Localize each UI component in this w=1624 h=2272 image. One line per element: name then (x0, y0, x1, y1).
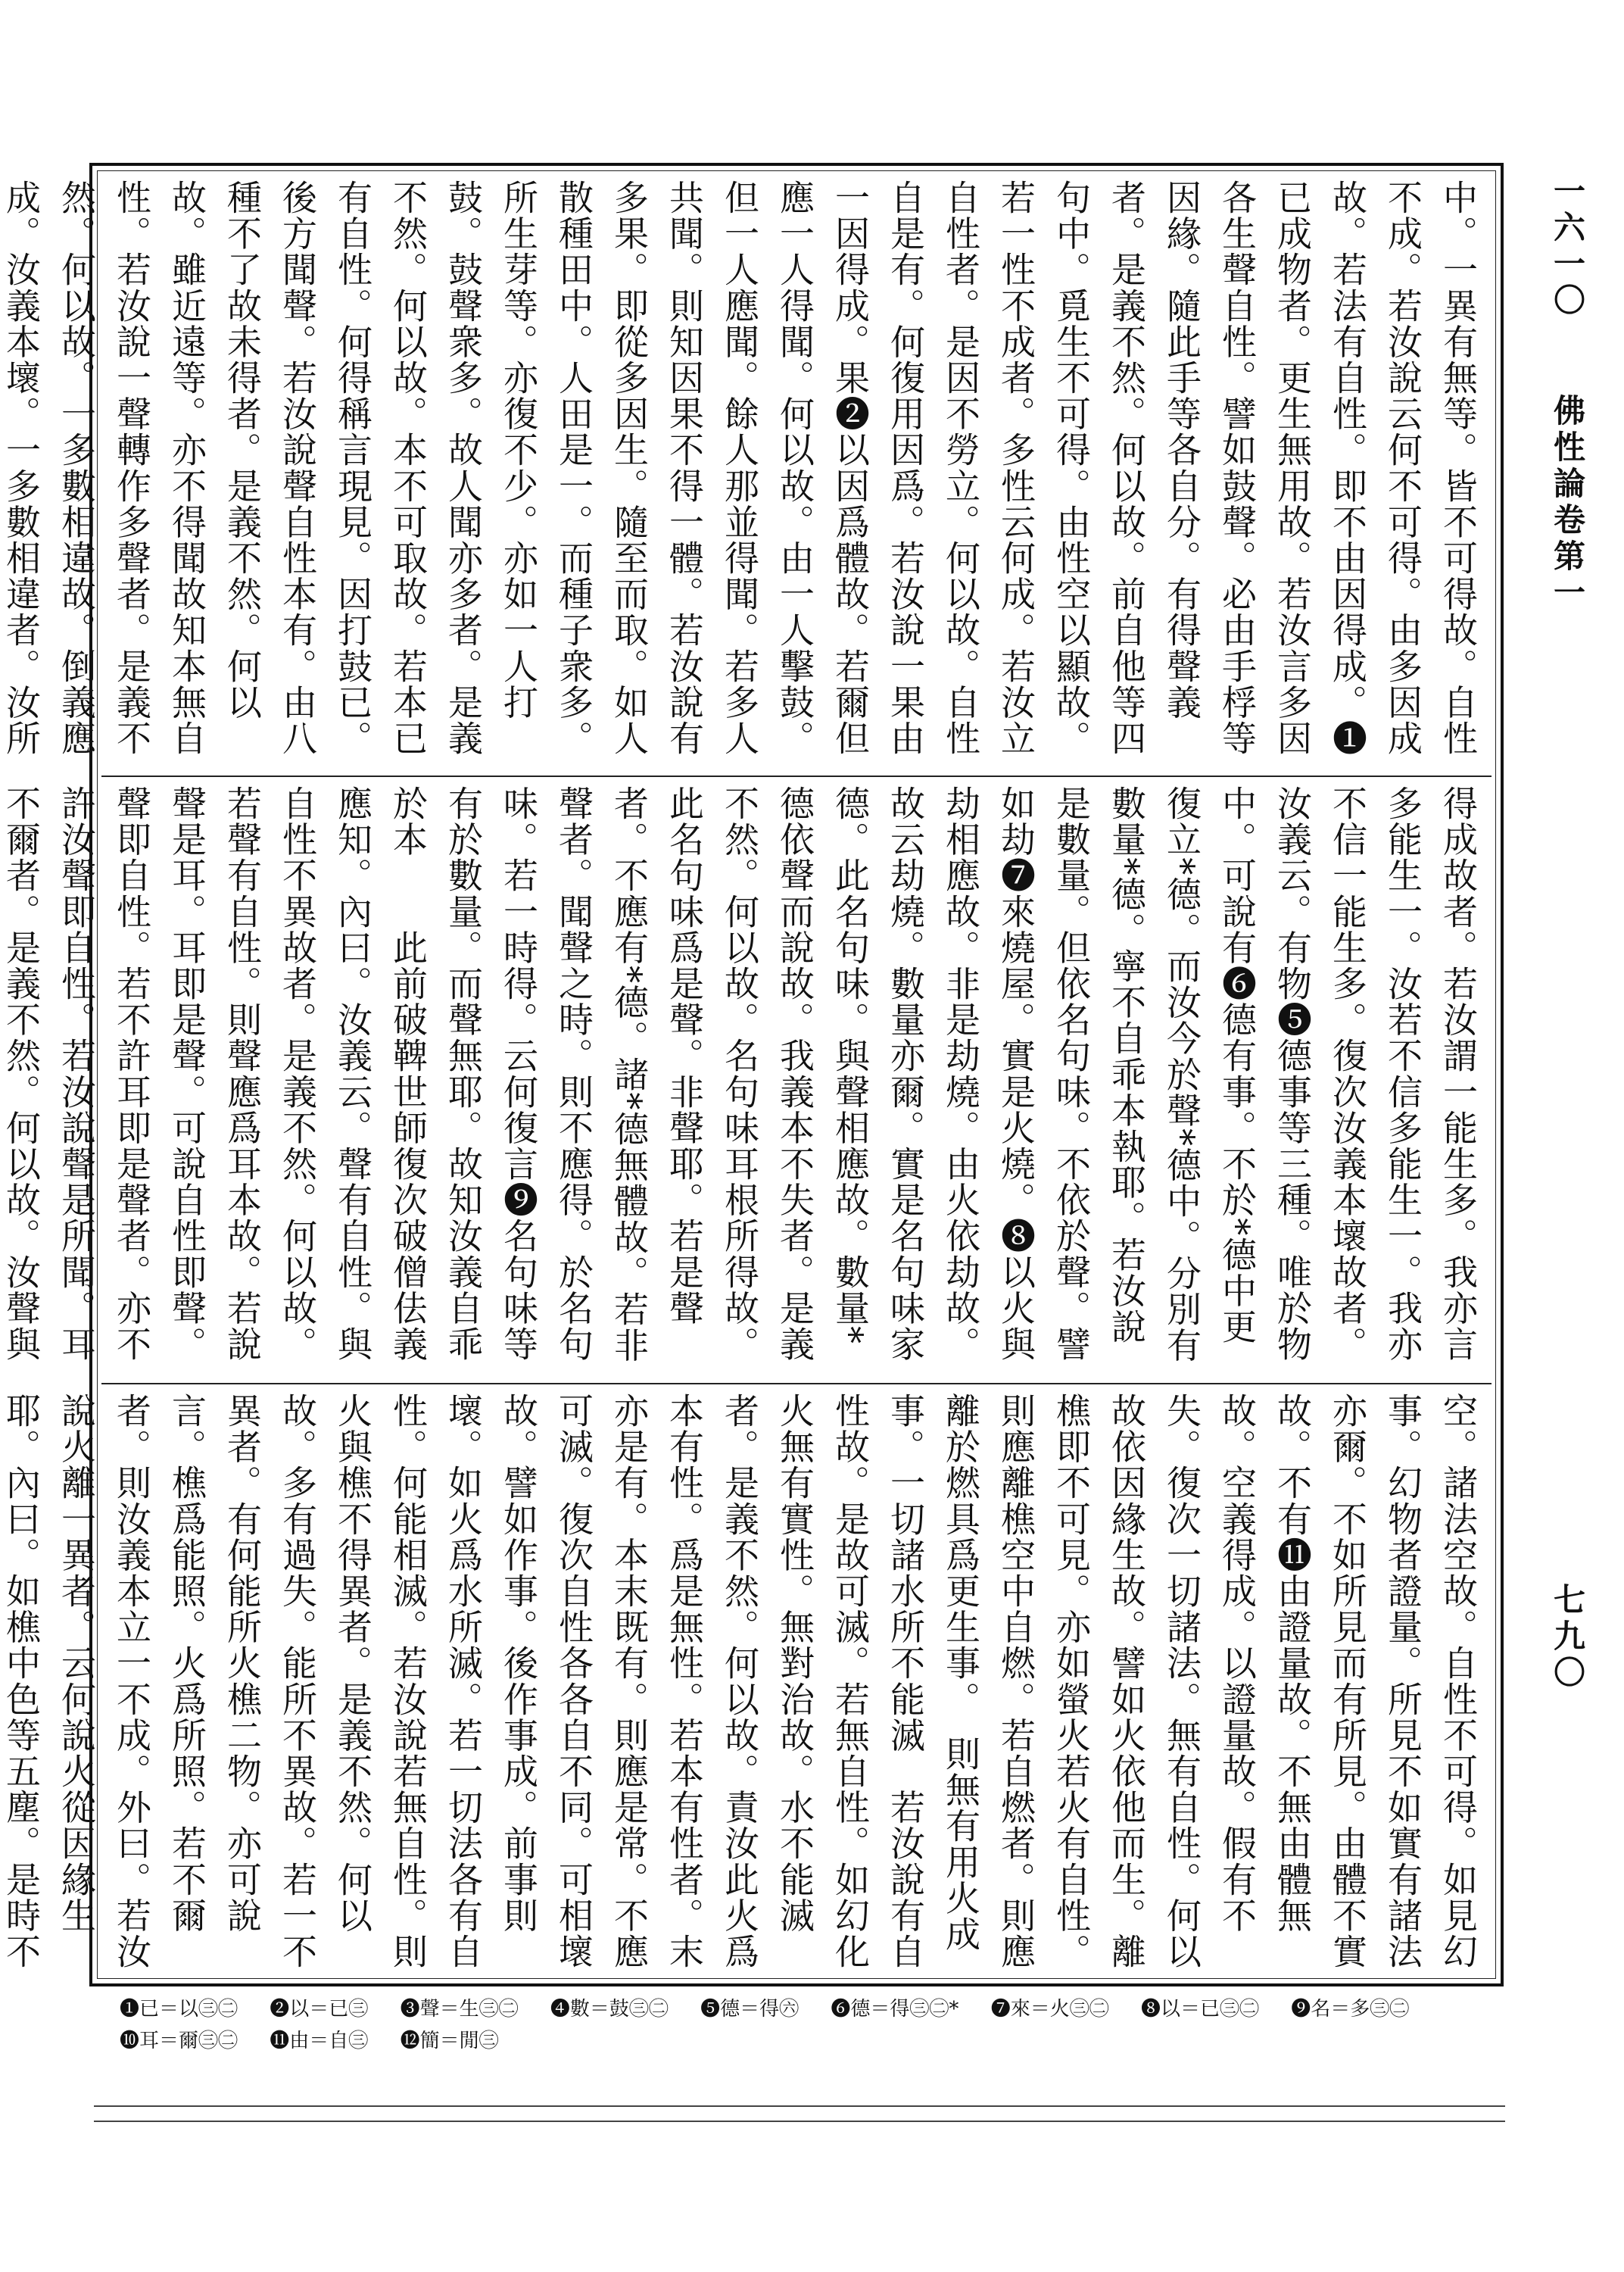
footnote: ❼來＝火㊂㊁ (990, 1998, 1109, 2021)
text-band-bottom (1, 1393, 1485, 1974)
footnote: ⓫由＝自㊂ (270, 2030, 369, 2052)
footnote: ❸聲＝生㊂㊁ (400, 1998, 519, 2021)
footnote: ❺德＝得㊅ (700, 1998, 800, 2021)
band-text-3: 空。諸法空故。自性不可得。如見幻事。幻物者證量。所見不如實有諸法亦爾。不如所見而有所見。由體不實故。不有⓫由證量故。不無由體無故。空義得成。以證量故。假有不失。復次一切諸法。無有自性。何以故依因緣生故。譬如火依他而生。離樵即不可見。亦如螢火若火有自性。則應離樵空中自燃。若自燃者。則應離於燃具爲更生事。 則無有用火成事。一切諸水所不能滅 若汝說有自性故。是故可滅。若無自性。如幻化火無有實性。無對治故。水不能滅者。是義不然。何以故。責汝此火爲本有性。爲是無性。若本有性者。末亦是有。本末既有。則應是常。不應可滅。復次自性各各自不同。可相壞故。譬如作事。後作事成。前事則壞。如火爲水所滅。若一切法各有自性。何能相滅。若汝說若無自性。則火與樵不得異者。是義不然。何以故。多有過失。能所不異故。若一不異者。有何能所火樵二物。亦可說言。樵爲能照。火爲所照。若不爾者。則汝義本立一不成。外曰。若汝說火離一異者。云何說火從因緣生耶。內曰。如樵中色等五塵。是時不 (1, 1393, 1479, 1970)
footnotes (120, 1993, 1513, 2057)
footnote: ⓬簡＝閒㊂ (400, 2030, 499, 2052)
footnote: ❹數＝鼓㊂㊁ (550, 1998, 669, 2021)
bottom-rule (94, 2121, 1505, 2122)
text-band-top (1, 179, 1485, 766)
footnote: ❻德＝得㊂㊁* (831, 1998, 959, 2021)
running-title: 佛性論卷第一 (1549, 394, 1586, 612)
band-text-1: 中。一異有無等。皆不可得故。自性不成。若汝說云何不可得。由多因成故。若法有自性。即不由因得成。❶已成物者。更生無用故。若汝言多因各生聲自性。譬如鼓聲。必由手桴等因緣。隨此手等各自分。有得聲義者。是義不然。何以故。前自他等四句中。覓生不可得。由性空以顯故。若一性不成者。多性云何成。若汝立自性者。是因不勞立。何以故。自性自是有。何復用因爲。若汝說一果由一因得成。果❷以因爲體故。若爾但應一人得聞。何以故。由一人擊鼓。但一人應聞。餘人那並得聞。若多人共聞。則知因果不得一體。若汝說有多果。即從多因生。隨至而取。如人散種田中。人田是一。而種子衆多。所生芽等。亦復不少。亦如一人打鼓。鼓聲衆多。故人聞亦多者。是義不然。何以故。本不可取故。若本已有自性。何得稱言現見。因打鼓已。後方聞聲。若汝說聲自性本有。由八種不了故未得者。是義不然。何以故。雖近遠等。亦不得聞故知本無自性。若汝說一聲轉作多聲者。是義不然。何以故。一多數相違故。倒義應成。汝義本壞。一多數相違者。汝所 (1, 179, 1479, 757)
page-number-right: 七九〇 (1549, 1583, 1586, 1692)
band-text-2: 得成故者。若汝謂一能生多。我亦言多能生一。汝若不信多能生一。我亦不信一能生多。復次汝義本壞故者。汝義云。有物❺德事等三種。唯於物中。可說有❻德有事。不於*德中更復立*德。而汝今於聲*德中。分別有數量*德。寧不自乖本執耶。若汝說是數量。但依名句味。不依於聲。譬如劫❼來燒屋。實是火燒。❽以火與劫相應故。非是劫燒。由火依劫故。故云劫燒。數量亦爾。實是名句味家德。此名句味。與聲相應故。數量*德依聲而說故。我義本不失者。是義不然。何以故。名句味耳根所得故。此名句味爲是聲。非聲耶。若是聲者。不應有*德。諸*德無體故。若非聲者。聞聲之時。則不應得。於名句味。若一時得。云何復言❾名句味等有於數量。而聲無耶。故知汝義自乖於本 此前破鞞世師復次破僧佉義應知。內曰。汝義云。聲有自性。與自性不異故者。是義不然。何以故。若聲有自性。則聲應爲耳本故。若說聲是耳。耳即是聲。可說自性即聲。聲即自性。若不許耳即是聲者。亦不許汝聲即自性。若汝說聲是所聞。耳不爾者。是義不然。何以故。汝聲與 (1, 785, 1479, 1364)
footnote: ❾名＝多㊂㊁ (1291, 1998, 1410, 2021)
footnote: ❿耳＝爾㊂㊁ (120, 2030, 238, 2052)
text-band-middle (1, 785, 1485, 1372)
band-divider (101, 776, 1492, 777)
text-frame (1, 163, 1504, 1986)
footnote: ❽以＝已㊂㊁ (1140, 1998, 1259, 2021)
band-divider (101, 1383, 1492, 1384)
bottom-rule (94, 2105, 1505, 2107)
footnote: ❶已＝以㊂㊁ (120, 1998, 238, 2021)
page-number-left: 一六一〇 (1549, 174, 1586, 320)
footnote: ❷以＝已㊂ (270, 1998, 369, 2021)
